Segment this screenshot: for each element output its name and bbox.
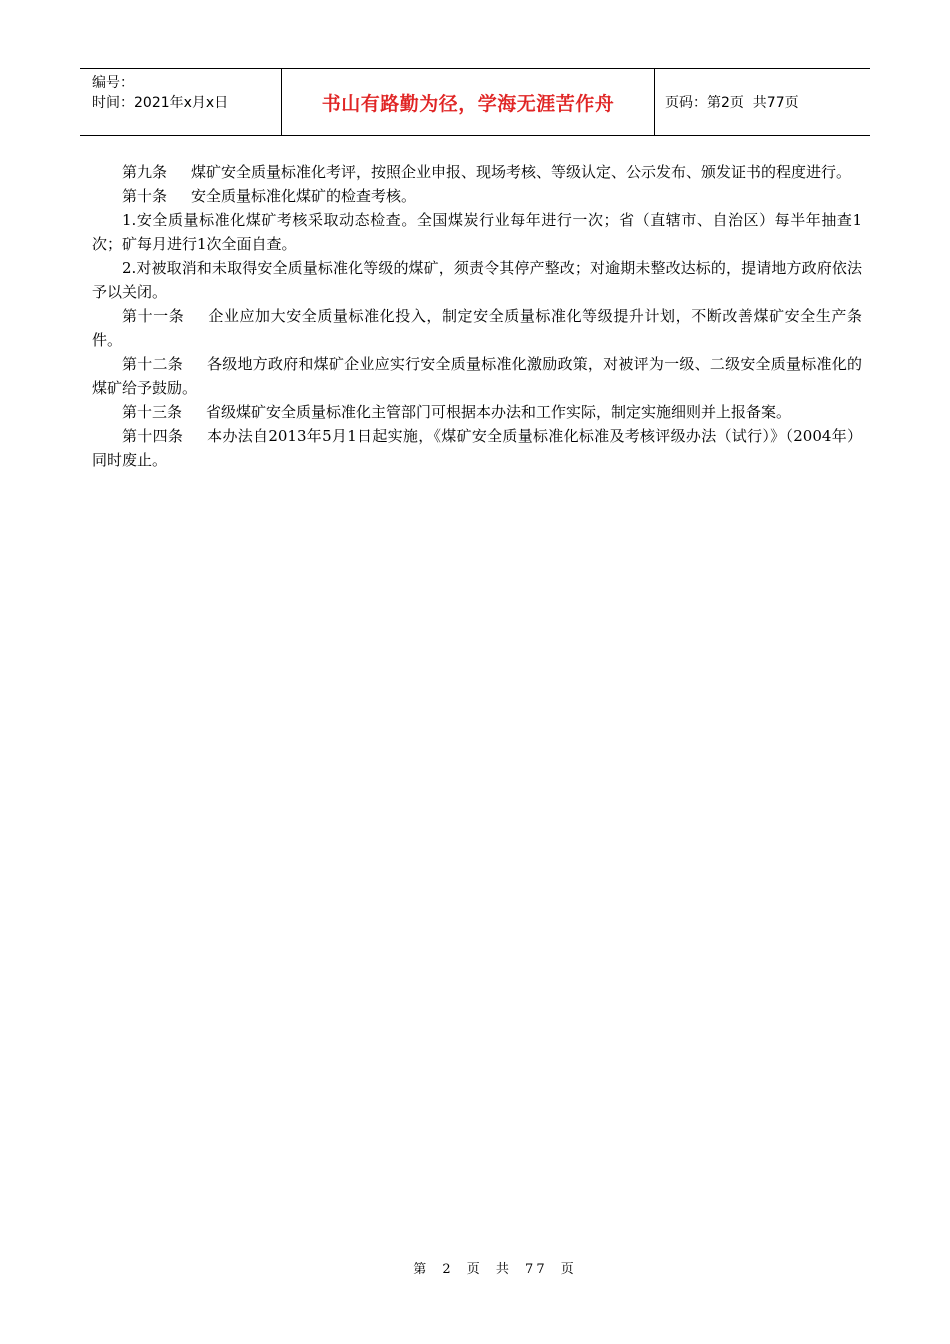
- article-number: 第九条: [122, 163, 168, 181]
- paragraph: [92, 256, 862, 304]
- paragraph: [92, 304, 862, 352]
- paragraph: [92, 160, 862, 184]
- article-number: 第十二条: [122, 355, 183, 373]
- paragraph: [92, 400, 862, 424]
- page-header: [80, 68, 870, 136]
- paragraph: [92, 208, 862, 256]
- paragraph: [92, 424, 862, 472]
- paragraph-text: 2.对被取消和未取得安全质量标准化等级的煤矿，须责令其停产整改；对逾期未整改达标的，提请地方政府依法予以关闭。: [92, 259, 862, 301]
- article-number: 第十三条: [122, 403, 183, 421]
- paragraph-text: 企业应加大安全质量标准化投入，制定安全质量标准化等级提升计划，不断改善煤矿安全生产条件。: [92, 307, 862, 349]
- page-footer: [0, 1258, 950, 1277]
- article-number: 第十条: [122, 187, 168, 205]
- motto-text: 书山有路勤为径，学海无涯苦作舟: [321, 92, 615, 115]
- article-number: 第十一条: [122, 307, 185, 325]
- paragraph-text: 安全质量标准化煤矿的检查考核。: [191, 187, 417, 205]
- article-number: 第十四条: [122, 427, 184, 445]
- paragraph-text: 本办法自2013年5月1日起实施，《煤矿安全质量标准化标准及考核评级办法（试行）》（2004年）同时废止。: [92, 427, 862, 469]
- header-page-info: [655, 69, 870, 135]
- paragraph-text: 各级地方政府和煤矿企业应实行安全质量标准化激励政策，对被评为一级、二级安全质量标准化的煤矿给予鼓励。: [92, 355, 862, 397]
- paragraph: [92, 352, 862, 400]
- footer-page-number: 第 2 页 共 77 页: [413, 1262, 577, 1277]
- document-body: [92, 160, 862, 472]
- paragraph-text: 省级煤矿安全质量标准化主管部门可根据本办法和工作实际，制定实施细则并上报备案。: [206, 403, 792, 421]
- paragraph-text: 煤矿安全质量标准化考评，按照企业申报、现场考核、等级认定、公示发布、颁发证书的程度进行。: [191, 163, 852, 181]
- paragraph: [92, 184, 862, 208]
- document-number: 编号：: [92, 75, 134, 91]
- paragraph-text: 1.安全质量标准化煤矿考核采取动态检查。全国煤炭行业每年进行一次；省（直辖市、自治区）每半年抽查1次；矿每月进行1次全面自查。: [92, 211, 862, 253]
- page-indicator: 页码：第2页 共77页: [665, 95, 799, 111]
- document-date: 时间：2021年x月x日: [92, 95, 229, 111]
- header-meta: [80, 69, 282, 135]
- header-motto: [282, 69, 655, 135]
